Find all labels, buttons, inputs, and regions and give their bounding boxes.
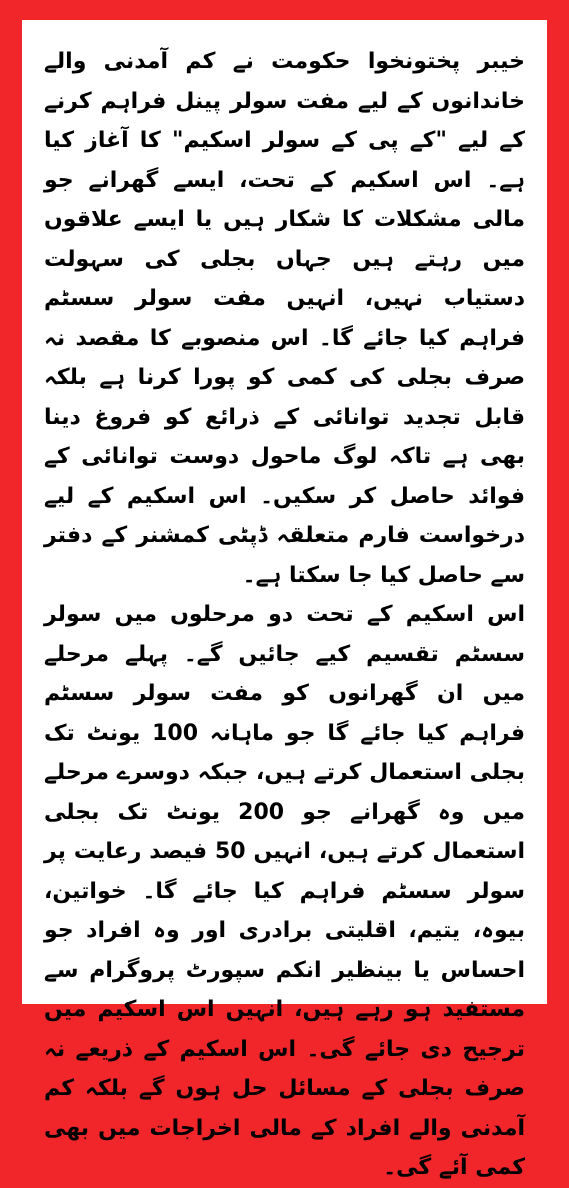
article-paragraph-2: اس اسکیم کے تحت دو مرحلوں میں سولر سسٹم تقسیم کیے جائیں گے۔ پہلے مرحلے میں ان گھرانوں کو مفت سولر سسٹم فراہم کیا جائے گا جو ماہانہ 100 یونٹ تک بجلی استعمال کرتے ہیں، جبکہ دوسرے مرحلے میں وہ گھرانے جو 200 یونٹ تک بجلی استعمال کرتے ہیں، انہیں 50 فیصد رعایت پر سولر سسٹم فراہم کیا جائے گا۔ خواتین، بیوہ، یتیم، اقلیتی برادری اور وہ افراد جو احساس یا بینظیر انکم سپورٹ پروگرام سے مستفید ہو رہے ہیں، انہیں اس اسکیم میں ترجیح دی جائے گی۔ اس اسکیم کے ذریعے نہ صرف بجلی کے مسائل حل ہوں گے بلکہ کم آمدنی والے افراد کے مالی اخراجات میں بھی کمی آئے گی۔ [44, 602, 526, 1180]
article-card [22, 20, 547, 1180]
article-paragraph-1: خیبر پختونخوا حکومت نے کم آمدنی والے خاندانوں کے لیے مفت سولر پینل فراہم کرنے کے لیے "کے پی کے سولر اسکیم" کا آغاز کیا ہے۔ اس اسکیم کے تحت، ایسے گھرانے جو مالی مشکلات کا شکار ہیں یا ایسے علاقوں میں رہتے ہیں جہاں بجلی کی سہولت دستیاب نہیں، انہیں مفت سولر سسٹم فراہم کیا جائے گا۔ اس منصوبے کا مقصد نہ صرف بجلی کی کمی کو پورا کرنا ہے بلکہ قابل تجدید توانائی کے ذرائع کو فروغ دینا بھی ہے تاکہ لوگ ماحول دوست توانائی کے فوائد حاصل کر سکیں۔ اس اسکیم کے لیے درخواست فارم متعلقہ ڈپٹی کمشنر کے دفتر سے حاصل کیا جا سکتا ہے۔ [44, 49, 525, 588]
